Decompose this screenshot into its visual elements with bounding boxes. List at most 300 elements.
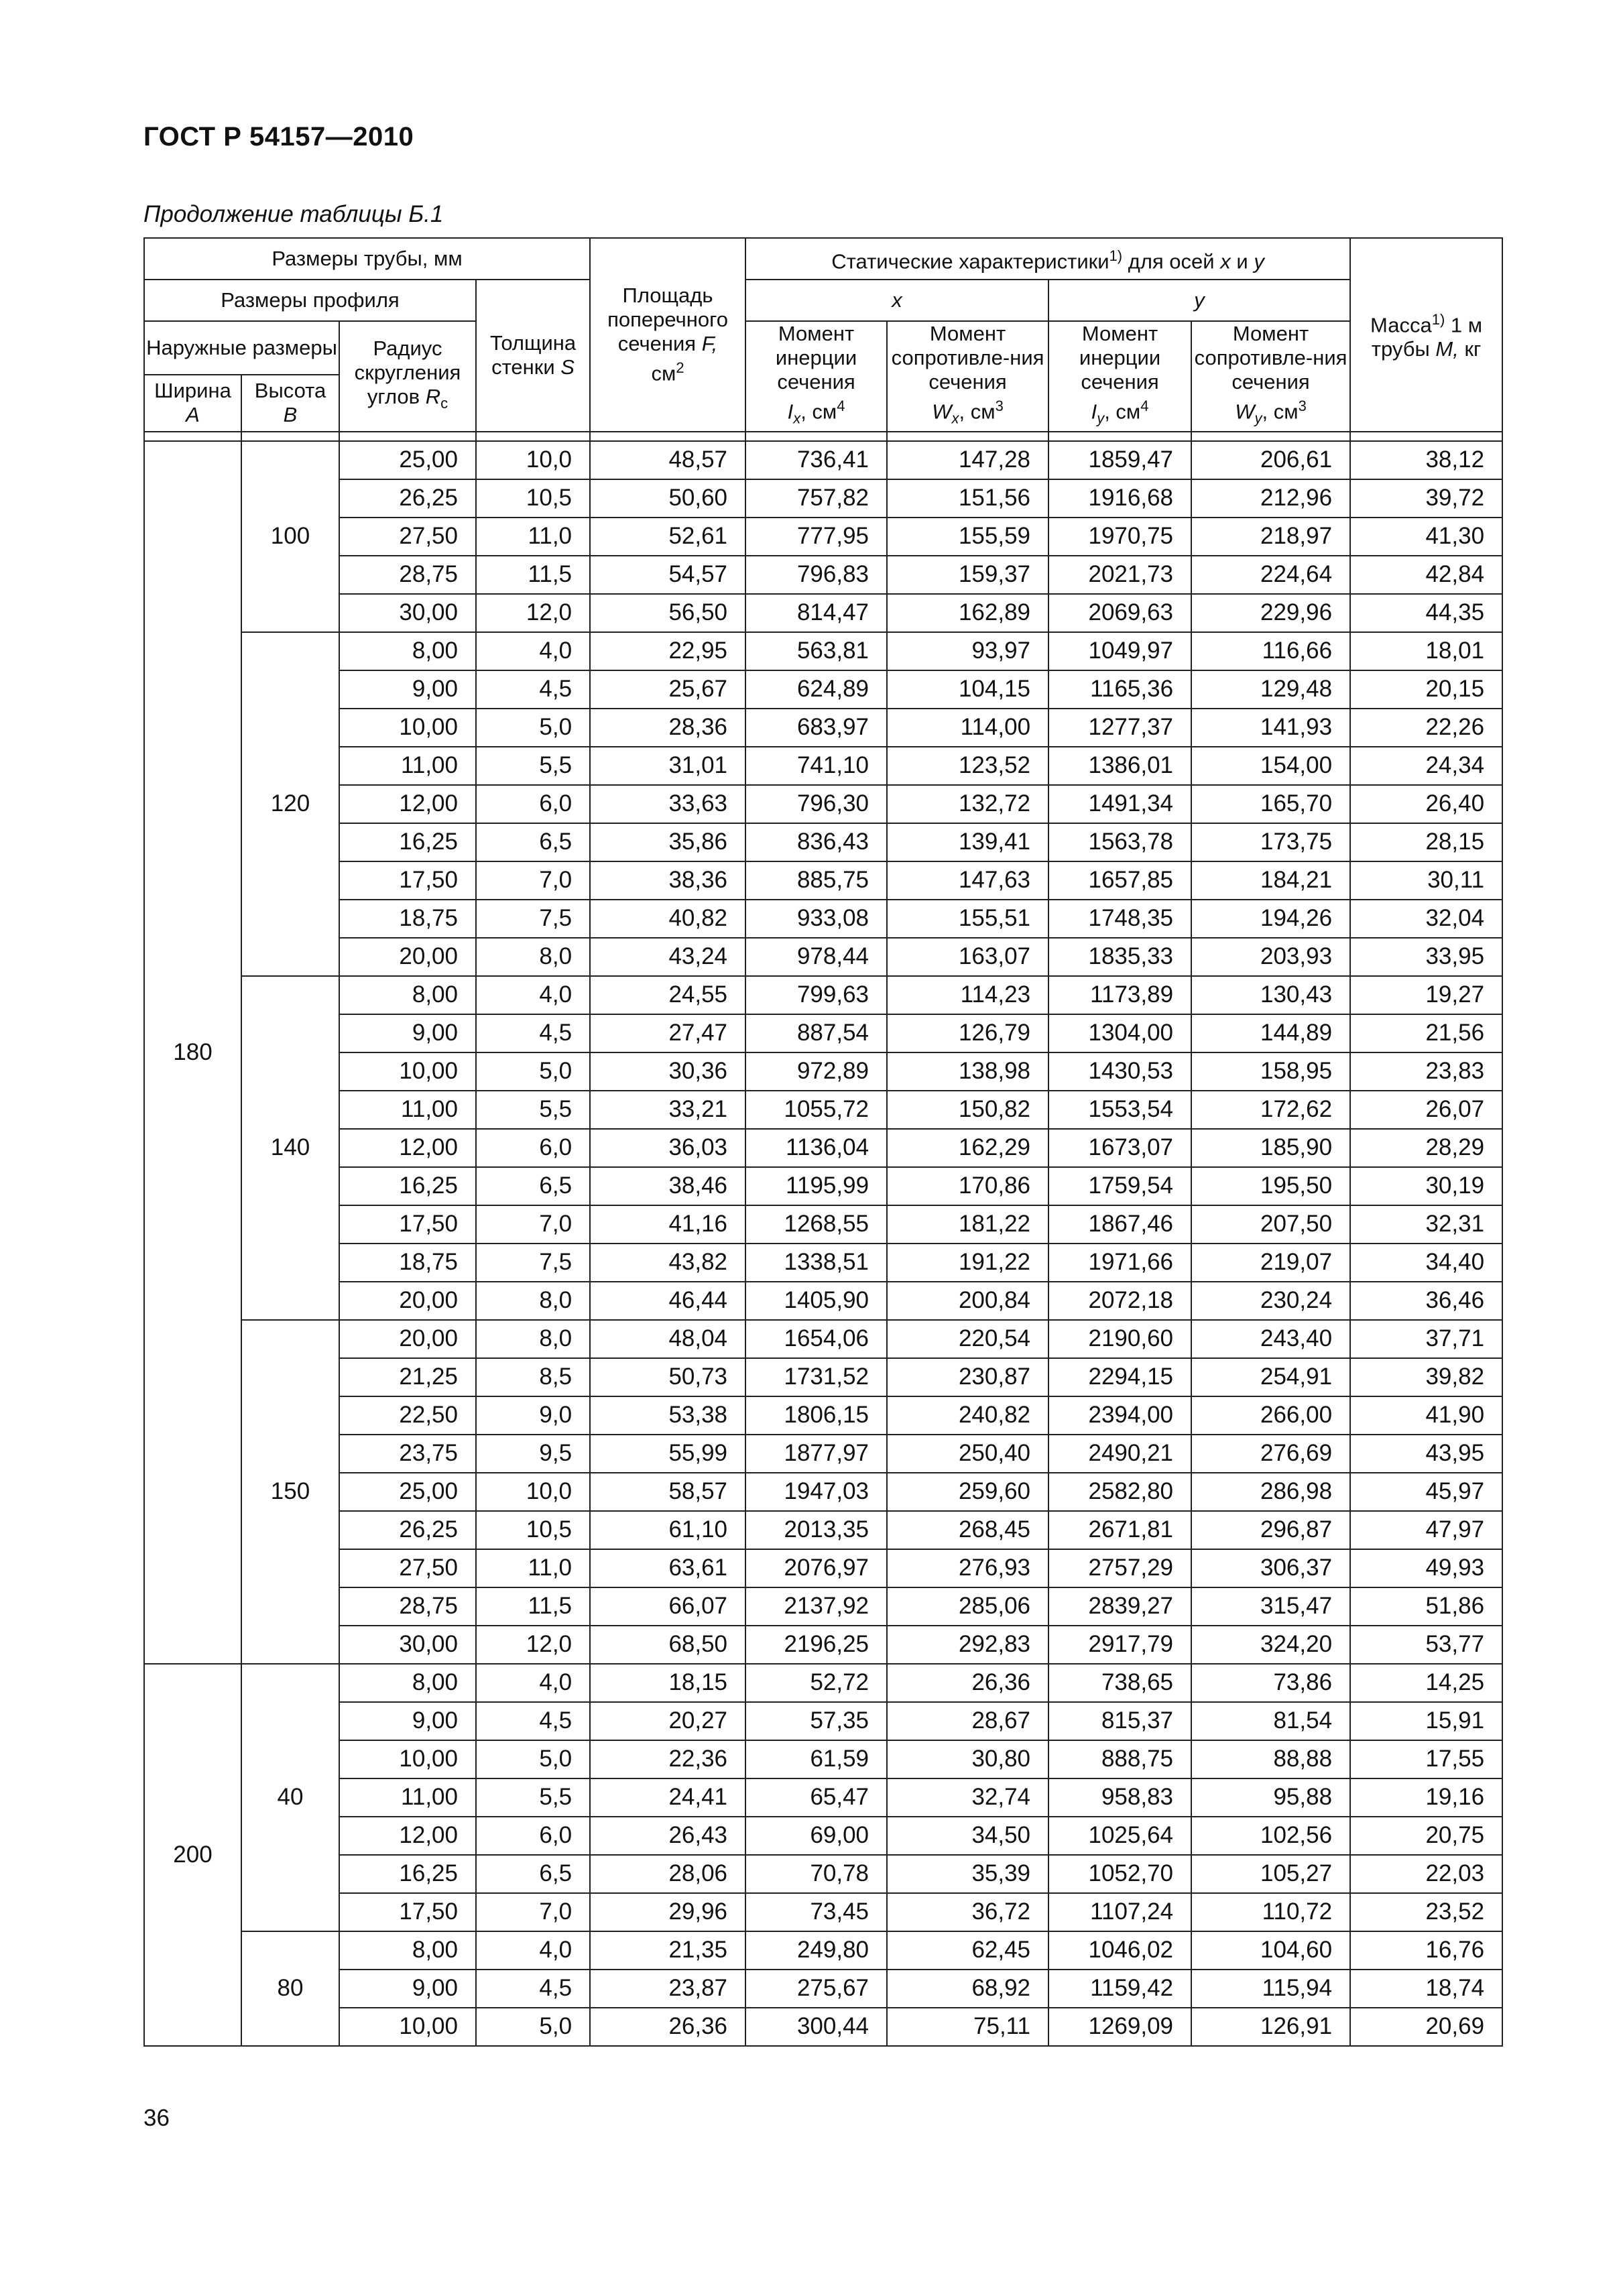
- wy-header: Момент сопротивле-ния сечения $W_y$, $см^3$: [1191, 321, 1350, 432]
- area-cell: 43,82: [590, 1244, 745, 1282]
- thickness-cell: 6,5: [476, 1855, 590, 1893]
- iy-cell: 1553,54: [1048, 1091, 1191, 1129]
- table-row: [144, 1702, 1502, 1740]
- radius-cell: 20,00: [339, 1320, 476, 1358]
- area-cell: 23,87: [590, 1970, 745, 2008]
- mass-cell: 41,90: [1350, 1396, 1502, 1435]
- wx-cell: 123,52: [887, 747, 1048, 785]
- wx-cell: 132,72: [887, 785, 1048, 823]
- wx-cell: 36,72: [887, 1893, 1048, 1931]
- ix-cell: 2137,92: [745, 1587, 887, 1626]
- table-row: [144, 1205, 1502, 1244]
- thickness-cell: 5,5: [476, 1091, 590, 1129]
- table-row: [144, 1167, 1502, 1205]
- ix-cell: 814,47: [745, 594, 887, 632]
- mass-cell: 23,52: [1350, 1893, 1502, 1931]
- table-row: [144, 1931, 1502, 1970]
- wx-cell: 181,22: [887, 1205, 1048, 1244]
- wy-cell: 110,72: [1191, 1893, 1350, 1931]
- wy-cell: 212,96: [1191, 479, 1350, 518]
- wy-cell: 95,88: [1191, 1778, 1350, 1817]
- ix-cell: 624,89: [745, 670, 887, 709]
- area-cell: 58,57: [590, 1473, 745, 1511]
- thickness-cell: 7,5: [476, 900, 590, 938]
- thickness-cell: 8,0: [476, 1282, 590, 1320]
- wx-cell: 159,37: [887, 556, 1048, 594]
- wy-cell: 194,26: [1191, 900, 1350, 938]
- wy-cell: 206,61: [1191, 441, 1350, 479]
- mass-cell: 28,29: [1350, 1129, 1502, 1167]
- iy-cell: 1269,09: [1048, 2008, 1191, 2046]
- wx-cell: 155,51: [887, 900, 1048, 938]
- ix-cell: 70,78: [745, 1855, 887, 1893]
- table-head: [144, 238, 1502, 432]
- iy-cell: 1430,53: [1048, 1052, 1191, 1091]
- wx-cell: 191,22: [887, 1244, 1048, 1282]
- area-cell: 54,57: [590, 556, 745, 594]
- table-row: [144, 556, 1502, 594]
- mass-cell: 44,35: [1350, 594, 1502, 632]
- area-cell: 18,15: [590, 1664, 745, 1702]
- wy-cell: 315,47: [1191, 1587, 1350, 1626]
- thickness-cell: 9,0: [476, 1396, 590, 1435]
- radius-cell: 17,50: [339, 1205, 476, 1244]
- mass-cell: 32,04: [1350, 900, 1502, 938]
- area-cell: 55,99: [590, 1435, 745, 1473]
- mass-cell: 22,26: [1350, 709, 1502, 747]
- width-header: Ширина A: [144, 375, 241, 432]
- area-cell: 28,36: [590, 709, 745, 747]
- wy-cell: 324,20: [1191, 1626, 1350, 1664]
- mass-cell: 18,01: [1350, 632, 1502, 670]
- radius-cell: 8,00: [339, 976, 476, 1014]
- iy-cell: 2394,00: [1048, 1396, 1191, 1435]
- area-cell: 22,95: [590, 632, 745, 670]
- wx-cell: 114,23: [887, 976, 1048, 1014]
- table-row: [144, 594, 1502, 632]
- ix-cell: 69,00: [745, 1817, 887, 1855]
- iy-cell: 1159,42: [1048, 1970, 1191, 2008]
- thickness-cell: 5,5: [476, 1778, 590, 1817]
- mass-cell: 53,77: [1350, 1626, 1502, 1664]
- ix-cell: 1654,06: [745, 1320, 887, 1358]
- ix-cell: 61,59: [745, 1740, 887, 1778]
- thickness-cell: 10,0: [476, 441, 590, 479]
- radius-cell: 8,00: [339, 632, 476, 670]
- ix-cell: 2196,25: [745, 1626, 887, 1664]
- ix-cell: 972,89: [745, 1052, 887, 1091]
- axis-y-header: y: [1048, 280, 1350, 321]
- area-cell: 61,10: [590, 1511, 745, 1549]
- area-cell: 22,36: [590, 1740, 745, 1778]
- mass-cell: 23,83: [1350, 1052, 1502, 1091]
- table-row: [144, 1817, 1502, 1855]
- wx-cell: 28,67: [887, 1702, 1048, 1740]
- ix-cell: 1731,52: [745, 1358, 887, 1396]
- table-caption: Продолжение таблицы Б.1: [143, 201, 444, 227]
- mass-cell: 45,97: [1350, 1473, 1502, 1511]
- thickness-cell: 7,0: [476, 861, 590, 900]
- ix-cell: 1947,03: [745, 1473, 887, 1511]
- mass-cell: 16,76: [1350, 1931, 1502, 1970]
- iy-cell: 2490,21: [1048, 1435, 1191, 1473]
- wx-cell: 230,87: [887, 1358, 1048, 1396]
- height-cell: 80: [241, 1931, 339, 2046]
- height-cell: 140: [241, 976, 339, 1320]
- wx-cell: 30,80: [887, 1740, 1048, 1778]
- thickness-cell: 7,5: [476, 1244, 590, 1282]
- thickness-cell: 6,0: [476, 1817, 590, 1855]
- wx-cell: 150,82: [887, 1091, 1048, 1129]
- table-row: [144, 1129, 1502, 1167]
- table-row: [144, 1664, 1502, 1702]
- wy-cell: 306,37: [1191, 1549, 1350, 1587]
- ix-cell: 1195,99: [745, 1167, 887, 1205]
- iy-cell: 1386,01: [1048, 747, 1191, 785]
- radius-cell: 25,00: [339, 1473, 476, 1511]
- wx-cell: 147,28: [887, 441, 1048, 479]
- ix-cell: 2013,35: [745, 1511, 887, 1549]
- table-row: [144, 1435, 1502, 1473]
- area-cell: 28,06: [590, 1855, 745, 1893]
- mass-cell: 41,30: [1350, 518, 1502, 556]
- mass-cell: 26,40: [1350, 785, 1502, 823]
- table-row: [144, 1358, 1502, 1396]
- radius-cell: 10,00: [339, 709, 476, 747]
- table-row: [144, 1511, 1502, 1549]
- thickness-cell: 8,0: [476, 1320, 590, 1358]
- iy-cell: 1046,02: [1048, 1931, 1191, 1970]
- height-header: Высота B: [241, 375, 339, 432]
- wy-cell: 102,56: [1191, 1817, 1350, 1855]
- ix-cell: 757,82: [745, 479, 887, 518]
- area-cell: 24,55: [590, 976, 745, 1014]
- table-row: [144, 823, 1502, 861]
- area-cell: 29,96: [590, 1893, 745, 1931]
- wy-cell: 165,70: [1191, 785, 1350, 823]
- radius-cell: 11,00: [339, 1091, 476, 1129]
- wy-cell: 203,93: [1191, 938, 1350, 976]
- mass-cell: 33,95: [1350, 938, 1502, 976]
- thickness-cell: 4,5: [476, 1970, 590, 2008]
- area-cell: 33,63: [590, 785, 745, 823]
- wy-cell: 116,66: [1191, 632, 1350, 670]
- area-cell: 36,03: [590, 1129, 745, 1167]
- thickness-cell: 11,5: [476, 556, 590, 594]
- page-number: 36: [143, 2105, 170, 2131]
- iy-cell: 2190,60: [1048, 1320, 1191, 1358]
- iy-cell: 1052,70: [1048, 1855, 1191, 1893]
- ix-cell: 2076,97: [745, 1549, 887, 1587]
- thickness-cell: 6,5: [476, 1167, 590, 1205]
- radius-cell: 10,00: [339, 1740, 476, 1778]
- radius-cell: 26,25: [339, 479, 476, 518]
- iy-cell: 815,37: [1048, 1702, 1191, 1740]
- area-cell: 30,36: [590, 1052, 745, 1091]
- ix-header: Момент инерции сечения $I_x$, $см^4$: [745, 321, 887, 432]
- mass-cell: 19,27: [1350, 976, 1502, 1014]
- ix-cell: 683,97: [745, 709, 887, 747]
- mass-cell: 39,82: [1350, 1358, 1502, 1396]
- wy-cell: 296,87: [1191, 1511, 1350, 1549]
- profile-sizes-header: Размеры профиля: [144, 280, 476, 321]
- area-cell: 27,47: [590, 1014, 745, 1052]
- table-row: [144, 1626, 1502, 1664]
- thickness-cell: 4,0: [476, 976, 590, 1014]
- radius-cell: 9,00: [339, 670, 476, 709]
- mass-cell: 20,75: [1350, 1817, 1502, 1855]
- mass-cell: 14,25: [1350, 1664, 1502, 1702]
- wx-cell: 35,39: [887, 1855, 1048, 1893]
- area-cell: 43,24: [590, 938, 745, 976]
- ix-cell: 796,83: [745, 556, 887, 594]
- table-row: [144, 441, 1502, 479]
- iy-cell: 1173,89: [1048, 976, 1191, 1014]
- area-cell: 31,01: [590, 747, 745, 785]
- wx-cell: 285,06: [887, 1587, 1048, 1626]
- radius-cell: 12,00: [339, 1817, 476, 1855]
- radius-cell: 18,75: [339, 1244, 476, 1282]
- wy-cell: 207,50: [1191, 1205, 1350, 1244]
- radius-cell: 8,00: [339, 1931, 476, 1970]
- ix-cell: 249,80: [745, 1931, 887, 1970]
- ix-cell: 275,67: [745, 1970, 887, 2008]
- iy-cell: 2069,63: [1048, 594, 1191, 632]
- table-row: [144, 1970, 1502, 2008]
- thickness-cell: 4,5: [476, 670, 590, 709]
- area-cell: 25,67: [590, 670, 745, 709]
- table-row: [144, 976, 1502, 1014]
- thickness-cell: 5,0: [476, 2008, 590, 2046]
- table-row: [144, 1587, 1502, 1626]
- radius-cell: 11,00: [339, 747, 476, 785]
- mass-cell: 34,40: [1350, 1244, 1502, 1282]
- wy-cell: 195,50: [1191, 1167, 1350, 1205]
- mass-cell: 15,91: [1350, 1702, 1502, 1740]
- wx-cell: 259,60: [887, 1473, 1048, 1511]
- ix-cell: 52,72: [745, 1664, 887, 1702]
- iy-cell: 1025,64: [1048, 1817, 1191, 1855]
- thickness-cell: 6,0: [476, 785, 590, 823]
- radius-cell: 12,00: [339, 1129, 476, 1167]
- iy-cell: 1748,35: [1048, 900, 1191, 938]
- wy-cell: 126,91: [1191, 2008, 1350, 2046]
- ix-cell: 563,81: [745, 632, 887, 670]
- wx-cell: 240,82: [887, 1396, 1048, 1435]
- ix-cell: 300,44: [745, 2008, 887, 2046]
- wx-cell: 151,56: [887, 479, 1048, 518]
- ix-cell: 65,47: [745, 1778, 887, 1817]
- iy-cell: 1165,36: [1048, 670, 1191, 709]
- wx-cell: 75,11: [887, 2008, 1048, 2046]
- thickness-cell: 4,0: [476, 1931, 590, 1970]
- ix-cell: 1806,15: [745, 1396, 887, 1435]
- thickness-cell: 10,5: [476, 1511, 590, 1549]
- document-title: ГОСТ Р 54157—2010: [143, 122, 414, 152]
- wy-cell: 276,69: [1191, 1435, 1350, 1473]
- radius-header: Радиус скругления углов $R_c$: [339, 321, 476, 432]
- thickness-cell: 6,5: [476, 823, 590, 861]
- iy-cell: 888,75: [1048, 1740, 1191, 1778]
- mass-cell: 28,15: [1350, 823, 1502, 861]
- wx-cell: 155,59: [887, 518, 1048, 556]
- radius-cell: 12,00: [339, 785, 476, 823]
- area-cell: 63,61: [590, 1549, 745, 1587]
- wy-cell: 286,98: [1191, 1473, 1350, 1511]
- wy-cell: 154,00: [1191, 747, 1350, 785]
- mass-cell: 32,31: [1350, 1205, 1502, 1244]
- wx-cell: 93,97: [887, 632, 1048, 670]
- area-cell: 26,36: [590, 2008, 745, 2046]
- iy-cell: 1277,37: [1048, 709, 1191, 747]
- wy-cell: 218,97: [1191, 518, 1350, 556]
- radius-cell: 11,00: [339, 1778, 476, 1817]
- mass-cell: 22,03: [1350, 1855, 1502, 1893]
- width-cell: 180: [144, 441, 241, 1664]
- thickness-cell: 8,5: [476, 1358, 590, 1396]
- area-cell: 52,61: [590, 518, 745, 556]
- table-row: [144, 1282, 1502, 1320]
- wy-cell: 229,96: [1191, 594, 1350, 632]
- radius-cell: 10,00: [339, 1052, 476, 1091]
- wy-cell: 115,94: [1191, 1970, 1350, 2008]
- thickness-cell: 7,0: [476, 1893, 590, 1931]
- mass-cell: 47,97: [1350, 1511, 1502, 1549]
- wy-cell: 81,54: [1191, 1702, 1350, 1740]
- thickness-cell: 4,0: [476, 632, 590, 670]
- mass-cell: 37,71: [1350, 1320, 1502, 1358]
- table-row: [144, 785, 1502, 823]
- ix-cell: 796,30: [745, 785, 887, 823]
- thickness-cell: 10,0: [476, 1473, 590, 1511]
- radius-cell: 16,25: [339, 1855, 476, 1893]
- table-row: [144, 1893, 1502, 1931]
- wx-cell: 147,63: [887, 861, 1048, 900]
- area-cell: 26,43: [590, 1817, 745, 1855]
- pipe-sizes-header: Размеры трубы, мм: [144, 238, 590, 280]
- ix-cell: 933,08: [745, 900, 887, 938]
- radius-cell: 26,25: [339, 1511, 476, 1549]
- thickness-cell: 11,5: [476, 1587, 590, 1626]
- ix-cell: 887,54: [745, 1014, 887, 1052]
- table-row: [144, 1778, 1502, 1817]
- radius-cell: 9,00: [339, 1702, 476, 1740]
- area-cell: 48,04: [590, 1320, 745, 1358]
- wy-cell: 104,60: [1191, 1931, 1350, 1970]
- mass-cell: 26,07: [1350, 1091, 1502, 1129]
- radius-cell: 10,00: [339, 2008, 476, 2046]
- iy-cell: 1970,75: [1048, 518, 1191, 556]
- radius-cell: 20,00: [339, 1282, 476, 1320]
- radius-cell: 18,75: [339, 900, 476, 938]
- radius-cell: 27,50: [339, 1549, 476, 1587]
- thickness-cell: 4,0: [476, 1664, 590, 1702]
- iy-cell: 1759,54: [1048, 1167, 1191, 1205]
- mass-cell: 17,55: [1350, 1740, 1502, 1778]
- table-row: [144, 1244, 1502, 1282]
- iy-cell: 1859,47: [1048, 441, 1191, 479]
- mass-cell: 19,16: [1350, 1778, 1502, 1817]
- wx-cell: 163,07: [887, 938, 1048, 976]
- iy-cell: 738,65: [1048, 1664, 1191, 1702]
- table-row: [144, 747, 1502, 785]
- radius-cell: 23,75: [339, 1435, 476, 1473]
- wx-cell: 170,86: [887, 1167, 1048, 1205]
- mass-cell: 36,46: [1350, 1282, 1502, 1320]
- iy-cell: 2671,81: [1048, 1511, 1191, 1549]
- table-body: [144, 432, 1502, 2046]
- mass-cell: 21,56: [1350, 1014, 1502, 1052]
- wy-cell: 129,48: [1191, 670, 1350, 709]
- area-cell: 40,82: [590, 900, 745, 938]
- area-cell: 41,16: [590, 1205, 745, 1244]
- wx-cell: 268,45: [887, 1511, 1048, 1549]
- iy-cell: 1971,66: [1048, 1244, 1191, 1282]
- wy-cell: 266,00: [1191, 1396, 1350, 1435]
- table-row: [144, 1091, 1502, 1129]
- wx-cell: 138,98: [887, 1052, 1048, 1091]
- radius-cell: 25,00: [339, 441, 476, 479]
- ix-cell: 777,95: [745, 518, 887, 556]
- mass-cell: 49,93: [1350, 1549, 1502, 1587]
- wx-cell: 104,15: [887, 670, 1048, 709]
- area-cell: 21,35: [590, 1931, 745, 1970]
- height-cell: 40: [241, 1664, 339, 1931]
- area-cell: 38,46: [590, 1167, 745, 1205]
- wy-cell: 230,24: [1191, 1282, 1350, 1320]
- wy-cell: 224,64: [1191, 556, 1350, 594]
- radius-cell: 22,50: [339, 1396, 476, 1435]
- iy-cell: 1867,46: [1048, 1205, 1191, 1244]
- table-row: [144, 709, 1502, 747]
- area-cell: 56,50: [590, 594, 745, 632]
- thickness-cell: 6,0: [476, 1129, 590, 1167]
- wy-cell: 173,75: [1191, 823, 1350, 861]
- iy-cell: 1563,78: [1048, 823, 1191, 861]
- iy-cell: 2294,15: [1048, 1358, 1191, 1396]
- width-cell: 200: [144, 1664, 241, 2046]
- thickness-cell: 5,0: [476, 1740, 590, 1778]
- mass-cell: 20,69: [1350, 2008, 1502, 2046]
- wx-cell: 34,50: [887, 1817, 1048, 1855]
- iy-cell: 2072,18: [1048, 1282, 1191, 1320]
- iy-cell: 1835,33: [1048, 938, 1191, 976]
- ix-cell: 1877,97: [745, 1435, 887, 1473]
- table-row: [144, 1320, 1502, 1358]
- table-row: [144, 1396, 1502, 1435]
- radius-cell: 30,00: [339, 1626, 476, 1664]
- iy-cell: 2757,29: [1048, 1549, 1191, 1587]
- wy-cell: 105,27: [1191, 1855, 1350, 1893]
- iy-cell: 2582,80: [1048, 1473, 1191, 1511]
- thickness-header: Толщина стенки S: [476, 280, 590, 432]
- radius-cell: 17,50: [339, 1893, 476, 1931]
- iy-header: Момент инерции сечения $I_y$, $см^4$: [1048, 321, 1191, 432]
- wx-cell: 68,92: [887, 1970, 1048, 2008]
- wx-cell: 62,45: [887, 1931, 1048, 1970]
- ix-cell: 1136,04: [745, 1129, 887, 1167]
- wx-cell: 32,74: [887, 1778, 1048, 1817]
- iy-cell: 1304,00: [1048, 1014, 1191, 1052]
- wx-cell: 276,93: [887, 1549, 1048, 1587]
- mass-cell: 20,15: [1350, 670, 1502, 709]
- table-row: [144, 2008, 1502, 2046]
- area-cell: 24,41: [590, 1778, 745, 1817]
- table-row: [144, 900, 1502, 938]
- wy-cell: 243,40: [1191, 1320, 1350, 1358]
- wx-header: Момент сопротивле-ния сечения $W_x$, $см^3$: [887, 321, 1048, 432]
- mass-cell: 30,19: [1350, 1167, 1502, 1205]
